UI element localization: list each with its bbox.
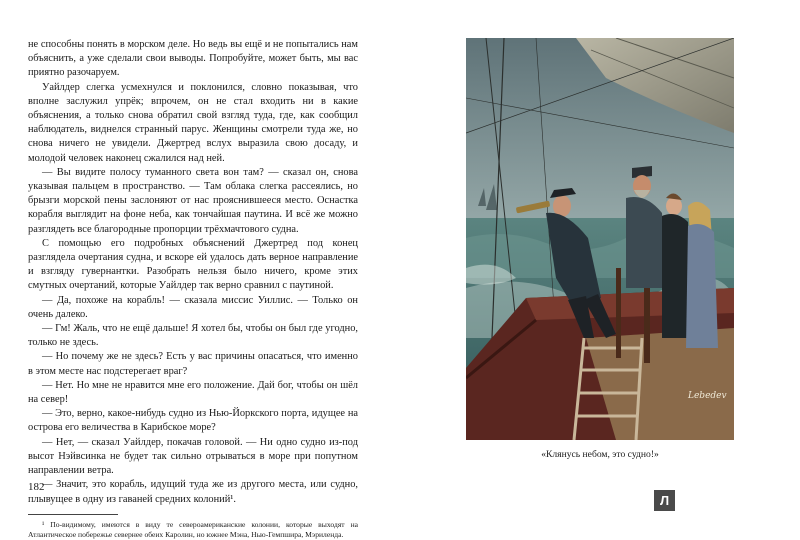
paragraph-6: — Гм! Жаль, что не ещё дальше! Я хотел бы, чтобы он был где угодно, только не здесь. — [28, 323, 358, 349]
paragraph-8: — Нет. Но мне не нравится мне его положение. Дай бог, чтобы он шёл на север! — [28, 379, 358, 406]
paragraph-7: — Но почему же не здесь? Есть у вас причины опасаться, что именно в этом месте нас подстерегает враг? — [28, 351, 358, 377]
paragraph-1: не способны понять в морском деле. Но ведь вы ещё и не попытались нам объяснить, а уже сделали свои выводы. Попробуйте, может быть, мы вас приятно разочаруем. — [28, 39, 358, 79]
paragraph-3: — Вы видите полосу туманного света вон там? — сказал он, снова указывая пальцем в пространство. — Там облака слегка рассеялись, но брызги морской пены заслоняют от нас прояснившееся место. Оснастка корабля выглядит на фоне неба, как тончайшая паутина. И всё же можно разглядеть все благородные пропорции трёхмачтового судна. — [28, 166, 358, 235]
paragraph-9: — Это, верно, какое-нибудь судно из Нью-Йоркского порта, идущее на острова его величества в Карибское море? — [28, 408, 358, 434]
right-page — [466, 38, 734, 461]
illustration-artwork — [466, 38, 734, 440]
publisher-logo: Л — [654, 490, 675, 511]
left-page — [28, 38, 358, 540]
paragraph-4: С помощью его подробных объяснений Джертред под конец разглядела очертания судна, и вскоре ей удалось дать верное направление и взгляду гувернантки. Разобрать нельзя было ничего, кроме этих смутных очертаний, которые Уайлдер так верно сравнил с паутиной. — [28, 237, 358, 292]
footnote-divider — [28, 514, 118, 515]
footnote: ¹ По-видимому, имеются в виду те североамериканские колонии, которые выходят на Атлантическое побережье севернее обеих Каролин, но южнее Мэна, Нью-Гемпшира, Мэриленда. — [28, 519, 358, 539]
artist-signature: Lebedev — [688, 391, 727, 401]
page-number: 182 — [28, 481, 45, 493]
paragraph-5: — Да, похоже на корабль! — сказала миссис Уиллис. — Только он очень далеко. — [28, 294, 358, 320]
paragraph-11: — Значит, это корабль, идущий туда же из другого места, или судно, плывущее в одну из гаваней средних колоний¹. — [28, 479, 358, 505]
paragraph-10: — Нет, — сказал Уайлдер, покачав головой. — Ни одно судно из-под высот Нэйвсинка не будет так сильно отрываться в море при попутном направлении ветра. — [28, 436, 358, 477]
illustration — [466, 38, 734, 440]
paragraph-2: Уайлдер слегка усмехнулся и поклонился, словно показывая, что вполне заслужил упрёк; впрочем, он не стал входить ни в какие объяснения, а только снова обратил свой взгляд туда, где, как сообщил наблюдатель, виднелся странный парус. Женщины смотрели туда же, но снова ничего не увидели. Джертред вслух выразила свою досаду, и молодой человек наконец сжалился над ней. — [28, 81, 358, 164]
illustration-caption: «Клянусь небом, это судно!» — [541, 449, 659, 460]
